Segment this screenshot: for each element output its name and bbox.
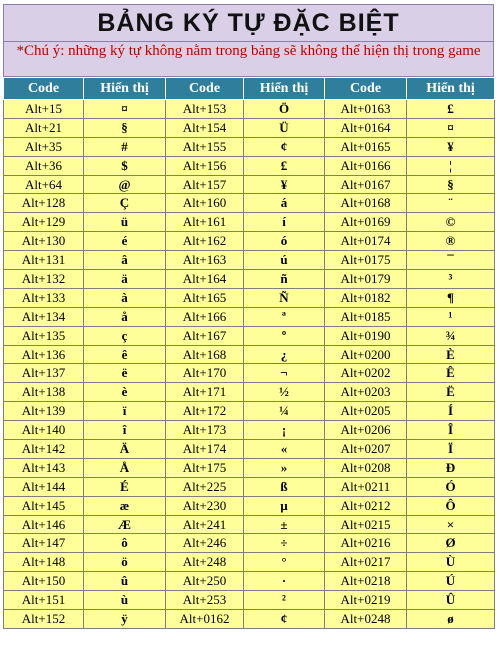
table-body bbox=[4, 100, 495, 629]
code-cell: Alt+35 bbox=[4, 137, 84, 156]
code-cell: Alt+0207 bbox=[325, 440, 407, 459]
table-row bbox=[4, 364, 495, 383]
display-cell: ² bbox=[244, 591, 325, 610]
code-cell: Alt+248 bbox=[166, 553, 244, 572]
display-cell: à bbox=[84, 288, 166, 307]
code-cell: Alt+0202 bbox=[325, 364, 407, 383]
table-row bbox=[4, 213, 495, 232]
code-cell: Alt+151 bbox=[4, 591, 84, 610]
code-cell: Alt+163 bbox=[166, 251, 244, 270]
code-cell: Alt+0212 bbox=[325, 496, 407, 515]
code-cell: Alt+0168 bbox=[325, 194, 407, 213]
code-cell: Alt+0174 bbox=[325, 232, 407, 251]
table-row bbox=[4, 175, 495, 194]
sheet-title: BẢNG KÝ TỰ ĐẶC BIỆT bbox=[3, 4, 494, 42]
code-cell: Alt+0169 bbox=[325, 213, 407, 232]
display-cell: Ù bbox=[407, 553, 495, 572]
display-cell: Ä bbox=[84, 440, 166, 459]
display-cell: § bbox=[407, 175, 495, 194]
display-cell: ê bbox=[84, 345, 166, 364]
display-cell: ø bbox=[407, 610, 495, 629]
table-row bbox=[4, 100, 495, 119]
code-cell: Alt+136 bbox=[4, 345, 84, 364]
code-cell: Alt+131 bbox=[4, 251, 84, 270]
display-cell: ü bbox=[84, 213, 166, 232]
code-cell: Alt+162 bbox=[166, 232, 244, 251]
display-cell: ¤ bbox=[84, 100, 166, 119]
display-cell: ½ bbox=[244, 383, 325, 402]
code-cell: Alt+0179 bbox=[325, 270, 407, 289]
display-cell: ¨ bbox=[407, 194, 495, 213]
table-row bbox=[4, 156, 495, 175]
header-code-3: Code bbox=[325, 78, 407, 100]
display-cell: × bbox=[407, 515, 495, 534]
display-cell: è bbox=[84, 383, 166, 402]
code-cell: Alt+153 bbox=[166, 100, 244, 119]
code-cell: Alt+0175 bbox=[325, 251, 407, 270]
display-cell: Í bbox=[407, 402, 495, 421]
display-cell: ë bbox=[84, 364, 166, 383]
table-row bbox=[4, 251, 495, 270]
code-cell: Alt+0208 bbox=[325, 458, 407, 477]
code-cell: Alt+154 bbox=[166, 118, 244, 137]
code-cell: Alt+173 bbox=[166, 421, 244, 440]
display-cell: ® bbox=[407, 232, 495, 251]
display-cell: æ bbox=[84, 496, 166, 515]
table-row bbox=[4, 345, 495, 364]
table-row bbox=[4, 194, 495, 213]
code-cell: Alt+225 bbox=[166, 477, 244, 496]
display-cell: ÿ bbox=[84, 610, 166, 629]
display-cell: ú bbox=[244, 251, 325, 270]
display-cell: û bbox=[84, 572, 166, 591]
code-cell: Alt+144 bbox=[4, 477, 84, 496]
display-cell: ¿ bbox=[244, 345, 325, 364]
display-cell: ö bbox=[84, 553, 166, 572]
table-row bbox=[4, 288, 495, 307]
display-cell: £ bbox=[407, 100, 495, 119]
table-row bbox=[4, 326, 495, 345]
code-cell: Alt+0185 bbox=[325, 307, 407, 326]
display-cell: Ë bbox=[407, 383, 495, 402]
table-row bbox=[4, 383, 495, 402]
code-cell: Alt+15 bbox=[4, 100, 84, 119]
display-cell: å bbox=[84, 307, 166, 326]
table-row bbox=[4, 118, 495, 137]
code-cell: Alt+135 bbox=[4, 326, 84, 345]
code-cell: Alt+0163 bbox=[325, 100, 407, 119]
display-cell: ¬ bbox=[244, 364, 325, 383]
display-cell: ¤ bbox=[407, 118, 495, 137]
display-cell: é bbox=[84, 232, 166, 251]
header-display-2: Hiển thị bbox=[244, 78, 325, 100]
code-cell: Alt+64 bbox=[4, 175, 84, 194]
display-cell: Æ bbox=[84, 515, 166, 534]
table-row bbox=[4, 610, 495, 629]
display-cell: ó bbox=[244, 232, 325, 251]
header-code-1: Code bbox=[4, 78, 84, 100]
code-cell: Alt+0215 bbox=[325, 515, 407, 534]
display-cell: ¥ bbox=[407, 137, 495, 156]
code-cell: Alt+168 bbox=[166, 345, 244, 364]
display-cell: Ö bbox=[244, 100, 325, 119]
display-cell: ¼ bbox=[244, 402, 325, 421]
code-cell: Alt+230 bbox=[166, 496, 244, 515]
display-cell: ¯ bbox=[407, 251, 495, 270]
code-cell: Alt+139 bbox=[4, 402, 84, 421]
code-cell: Alt+0164 bbox=[325, 118, 407, 137]
code-cell: Alt+128 bbox=[4, 194, 84, 213]
display-cell: Ô bbox=[407, 496, 495, 515]
display-cell: ô bbox=[84, 534, 166, 553]
display-cell: ¡ bbox=[244, 421, 325, 440]
display-cell: « bbox=[244, 440, 325, 459]
display-cell: · bbox=[244, 572, 325, 591]
display-cell: ± bbox=[244, 515, 325, 534]
table-row bbox=[4, 307, 495, 326]
display-cell: ï bbox=[84, 402, 166, 421]
code-cell: Alt+0218 bbox=[325, 572, 407, 591]
table-row bbox=[4, 591, 495, 610]
code-cell: Alt+0216 bbox=[325, 534, 407, 553]
display-cell: µ bbox=[244, 496, 325, 515]
code-cell: Alt+156 bbox=[166, 156, 244, 175]
table-row bbox=[4, 534, 495, 553]
display-cell: Å bbox=[84, 458, 166, 477]
table-row bbox=[4, 515, 495, 534]
code-cell: Alt+160 bbox=[166, 194, 244, 213]
table-row bbox=[4, 137, 495, 156]
display-cell: Ó bbox=[407, 477, 495, 496]
display-cell: î bbox=[84, 421, 166, 440]
code-cell: Alt+155 bbox=[166, 137, 244, 156]
code-cell: Alt+0200 bbox=[325, 345, 407, 364]
code-cell: Alt+167 bbox=[166, 326, 244, 345]
code-cell: Alt+145 bbox=[4, 496, 84, 515]
display-cell: ¦ bbox=[407, 156, 495, 175]
code-cell: Alt+148 bbox=[4, 553, 84, 572]
code-cell: Alt+137 bbox=[4, 364, 84, 383]
code-cell: Alt+0190 bbox=[325, 326, 407, 345]
display-cell: É bbox=[84, 477, 166, 496]
code-cell: Alt+0203 bbox=[325, 383, 407, 402]
display-cell: ³ bbox=[407, 270, 495, 289]
display-cell: Ð bbox=[407, 458, 495, 477]
code-cell: Alt+140 bbox=[4, 421, 84, 440]
code-cell: Alt+0217 bbox=[325, 553, 407, 572]
code-cell: Alt+132 bbox=[4, 270, 84, 289]
code-cell: Alt+174 bbox=[166, 440, 244, 459]
display-cell: Ñ bbox=[244, 288, 325, 307]
code-cell: Alt+21 bbox=[4, 118, 84, 137]
table-row bbox=[4, 458, 495, 477]
code-cell: Alt+0165 bbox=[325, 137, 407, 156]
code-cell: Alt+0182 bbox=[325, 288, 407, 307]
header-code-2: Code bbox=[166, 78, 244, 100]
display-cell: ¢ bbox=[244, 137, 325, 156]
code-cell: Alt+164 bbox=[166, 270, 244, 289]
display-cell: £ bbox=[244, 156, 325, 175]
display-cell: â bbox=[84, 251, 166, 270]
code-cell: Alt+129 bbox=[4, 213, 84, 232]
display-cell: Ï bbox=[407, 440, 495, 459]
display-cell: ù bbox=[84, 591, 166, 610]
code-cell: Alt+0219 bbox=[325, 591, 407, 610]
display-cell: # bbox=[84, 137, 166, 156]
display-cell: Ç bbox=[84, 194, 166, 213]
code-cell: Alt+246 bbox=[166, 534, 244, 553]
display-cell: Î bbox=[407, 421, 495, 440]
code-cell: Alt+165 bbox=[166, 288, 244, 307]
code-cell: Alt+138 bbox=[4, 383, 84, 402]
display-cell: © bbox=[407, 213, 495, 232]
display-cell: í bbox=[244, 213, 325, 232]
code-cell: Alt+0162 bbox=[166, 610, 244, 629]
display-cell: ¹ bbox=[407, 307, 495, 326]
table-row bbox=[4, 421, 495, 440]
code-cell: Alt+143 bbox=[4, 458, 84, 477]
display-cell: Ü bbox=[244, 118, 325, 137]
special-characters-sheet bbox=[3, 4, 494, 629]
display-cell: » bbox=[244, 458, 325, 477]
display-cell: ä bbox=[84, 270, 166, 289]
display-cell: ¥ bbox=[244, 175, 325, 194]
code-cell: Alt+175 bbox=[166, 458, 244, 477]
code-cell: Alt+133 bbox=[4, 288, 84, 307]
code-cell: Alt+172 bbox=[166, 402, 244, 421]
display-cell: ¾ bbox=[407, 326, 495, 345]
header-display-3: Hiển thị bbox=[407, 78, 495, 100]
table-row bbox=[4, 270, 495, 289]
display-cell: Ê bbox=[407, 364, 495, 383]
code-cell: Alt+0206 bbox=[325, 421, 407, 440]
code-cell: Alt+134 bbox=[4, 307, 84, 326]
display-cell: Û bbox=[407, 591, 495, 610]
code-cell: Alt+152 bbox=[4, 610, 84, 629]
display-cell: ß bbox=[244, 477, 325, 496]
note-text: *Chú ý: những ký tự không nằm trong bảng sẽ không thể hiện thị trong game bbox=[3, 42, 494, 77]
table-row bbox=[4, 440, 495, 459]
display-cell: ª bbox=[244, 307, 325, 326]
header-display-1: Hiển thị bbox=[84, 78, 166, 100]
table-row bbox=[4, 496, 495, 515]
display-cell: ° bbox=[244, 553, 325, 572]
code-cell: Alt+166 bbox=[166, 307, 244, 326]
code-cell: Alt+142 bbox=[4, 440, 84, 459]
display-cell: Ø bbox=[407, 534, 495, 553]
display-cell: È bbox=[407, 345, 495, 364]
table-row bbox=[4, 477, 495, 496]
display-cell: $ bbox=[84, 156, 166, 175]
table-row bbox=[4, 553, 495, 572]
table-row bbox=[4, 402, 495, 421]
display-cell: Ú bbox=[407, 572, 495, 591]
character-table bbox=[3, 77, 495, 629]
code-cell: Alt+0211 bbox=[325, 477, 407, 496]
code-cell: Alt+241 bbox=[166, 515, 244, 534]
code-cell: Alt+157 bbox=[166, 175, 244, 194]
code-cell: Alt+150 bbox=[4, 572, 84, 591]
code-cell: Alt+36 bbox=[4, 156, 84, 175]
code-cell: Alt+130 bbox=[4, 232, 84, 251]
table-header-row bbox=[4, 78, 495, 100]
display-cell: ÷ bbox=[244, 534, 325, 553]
code-cell: Alt+0167 bbox=[325, 175, 407, 194]
code-cell: Alt+0205 bbox=[325, 402, 407, 421]
display-cell: @ bbox=[84, 175, 166, 194]
code-cell: Alt+253 bbox=[166, 591, 244, 610]
display-cell: ñ bbox=[244, 270, 325, 289]
display-cell: º bbox=[244, 326, 325, 345]
display-cell: ¶ bbox=[407, 288, 495, 307]
display-cell: § bbox=[84, 118, 166, 137]
code-cell: Alt+146 bbox=[4, 515, 84, 534]
display-cell: á bbox=[244, 194, 325, 213]
code-cell: Alt+250 bbox=[166, 572, 244, 591]
code-cell: Alt+161 bbox=[166, 213, 244, 232]
code-cell: Alt+171 bbox=[166, 383, 244, 402]
code-cell: Alt+170 bbox=[166, 364, 244, 383]
table-row bbox=[4, 232, 495, 251]
code-cell: Alt+0166 bbox=[325, 156, 407, 175]
display-cell: ¢ bbox=[244, 610, 325, 629]
display-cell: ç bbox=[84, 326, 166, 345]
table-row bbox=[4, 572, 495, 591]
code-cell: Alt+0248 bbox=[325, 610, 407, 629]
code-cell: Alt+147 bbox=[4, 534, 84, 553]
